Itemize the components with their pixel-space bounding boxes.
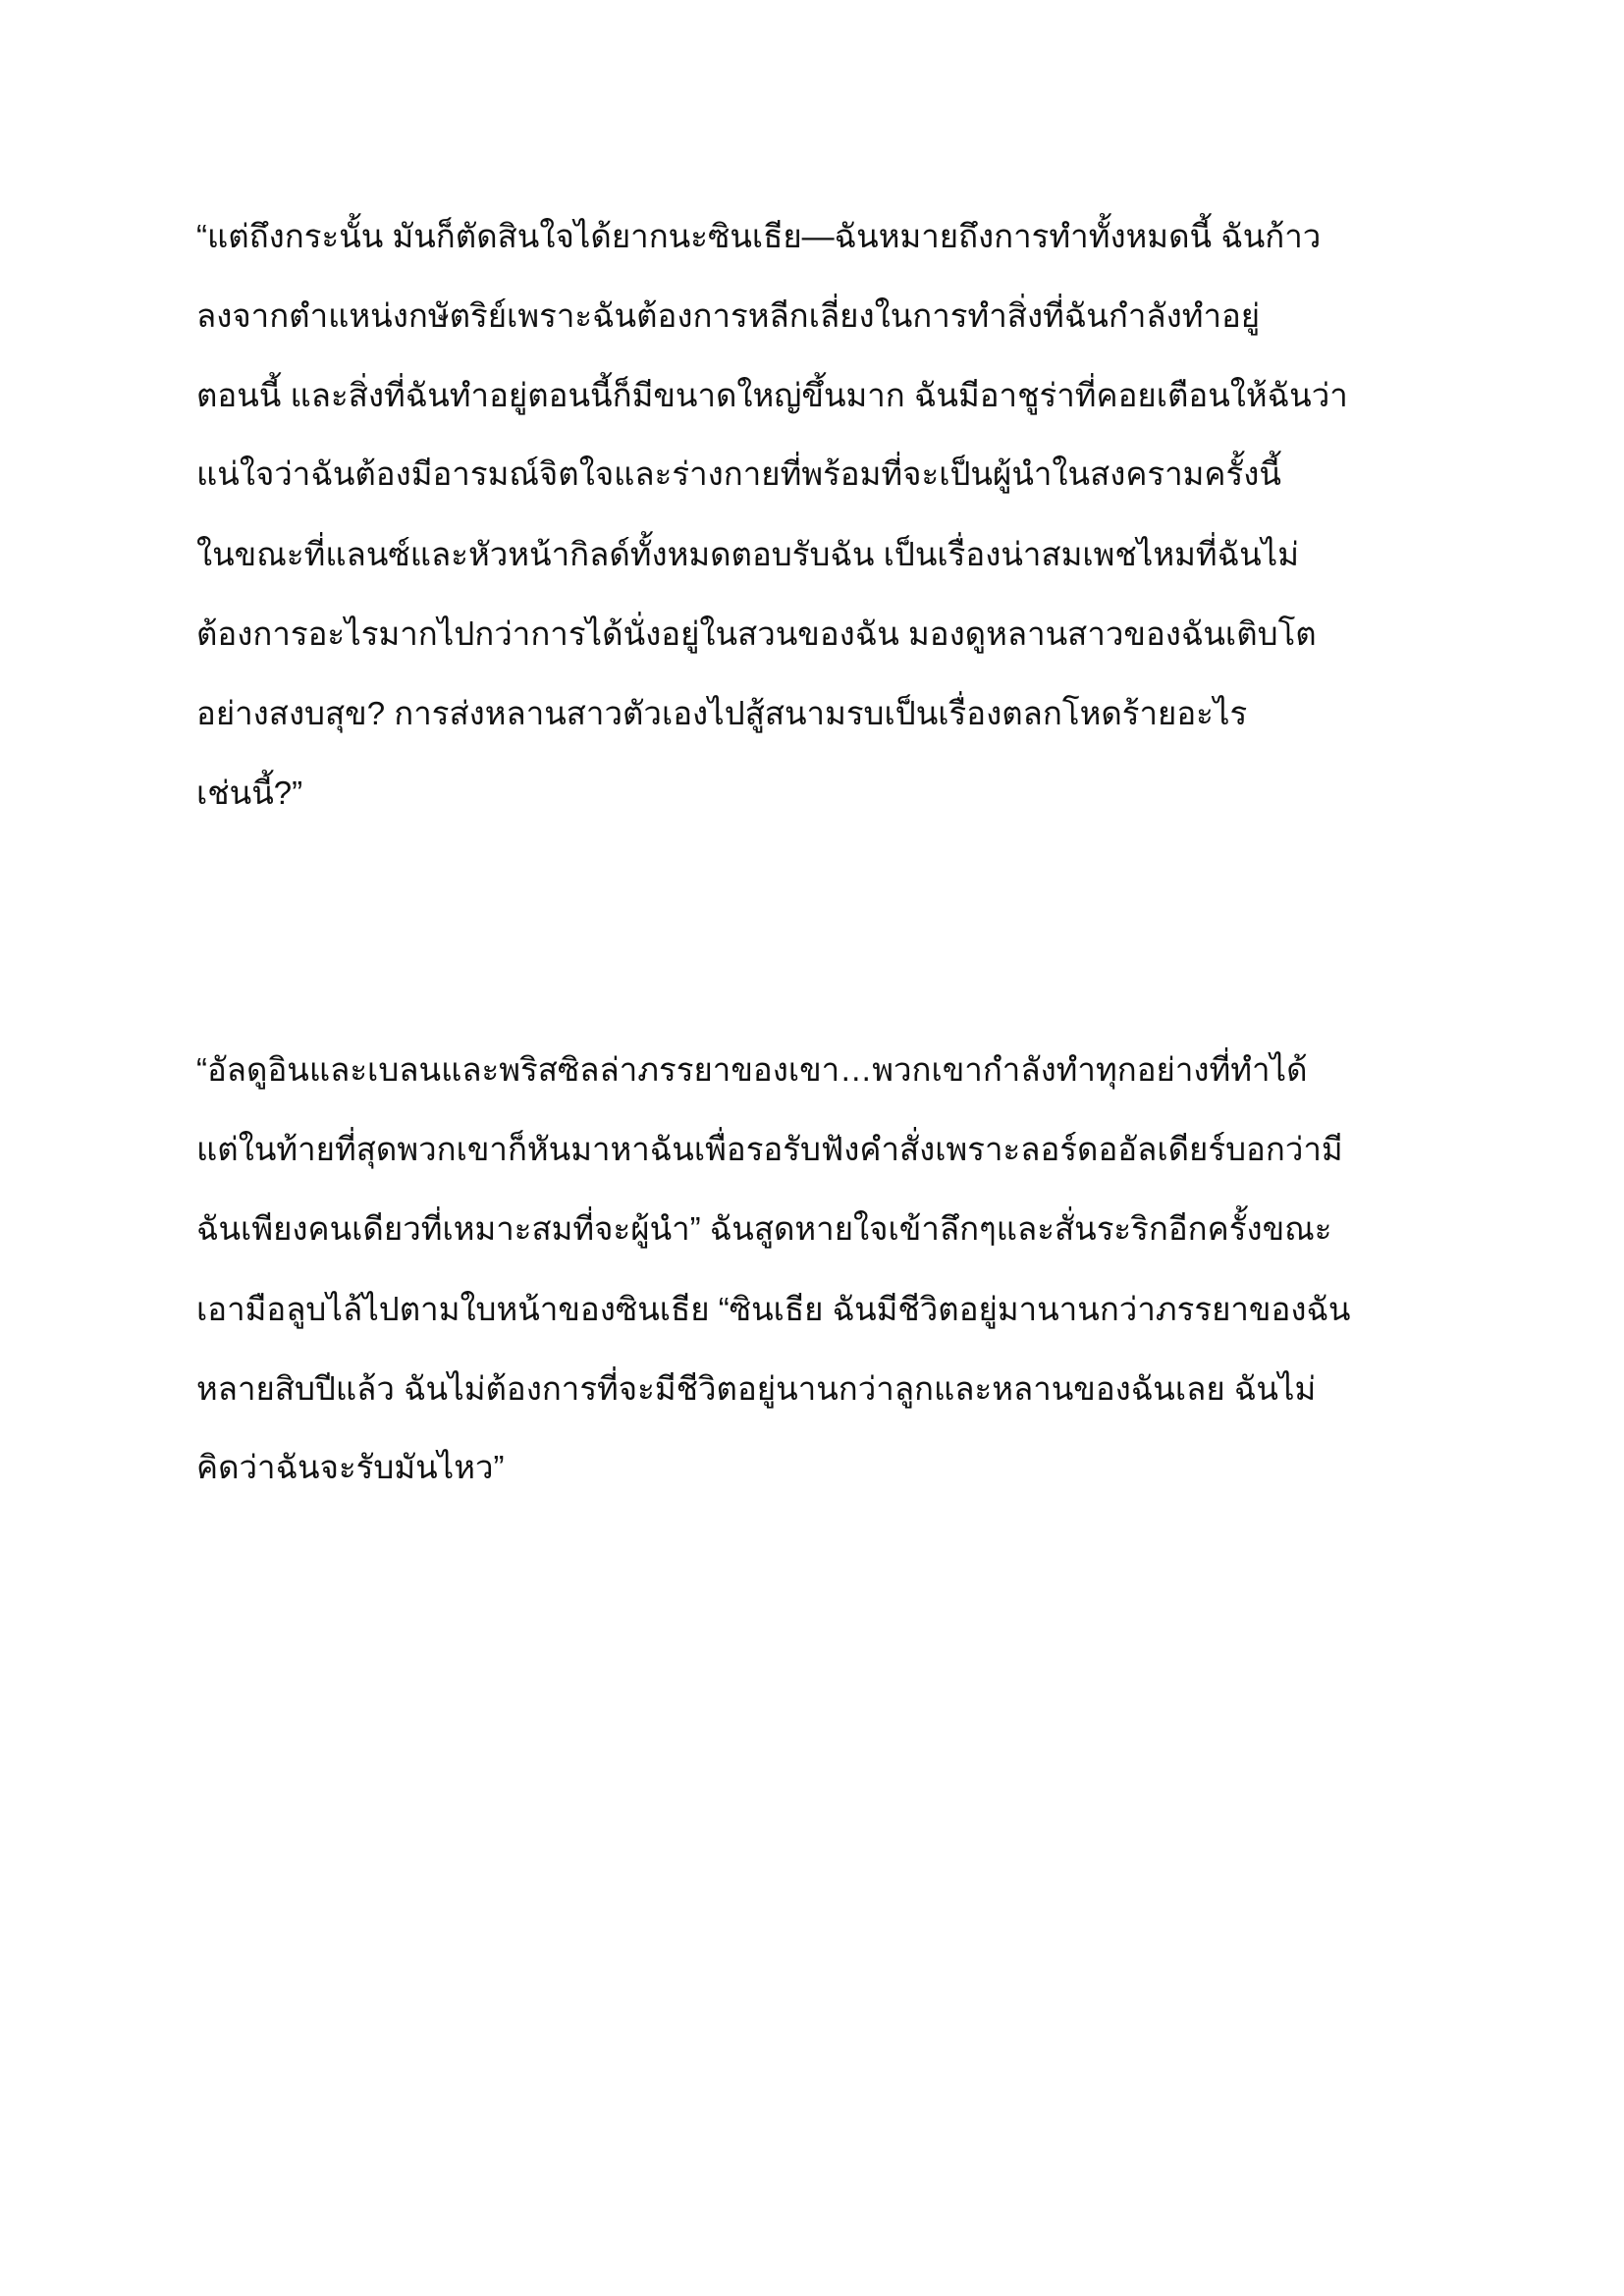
paragraph-line: คิดว่าฉันจะรับมันไหว” (196, 1449, 505, 1485)
paragraph-line: หลายสิบปีแล้ว ฉันไม่ต้องการที่จะมีชีวิตอยู่นานกว่าลูกและหลานของฉันเลย ฉันไม่ (196, 1370, 1317, 1407)
paragraph-line: แน่ใจว่าฉันต้องมีอารมณ์จิตใจและร่างกายที่พร้อมที่จะเป็นผู้นำในสงครามครั้งนี้ (196, 455, 1281, 492)
paragraph-line: ตอนนี้ และสิ่งที่ฉันทำอยู่ตอนนี้ก็มีขนาดใหญ่ขึ้นมาก ฉันมีอาชูร่าที่คอยเตือนให้ฉันว่า (196, 377, 1348, 413)
paragraph-line: ต้องการอะไรมากไปกว่าการได้นั่งอยู่ในสวนของฉัน มองดูหลานสาวของฉันเติบโต (196, 615, 1317, 652)
paragraph-line: ในขณะที่แลนซ์และหัวหน้ากิลด์ทั้งหมดตอบรับฉัน เป็นเรื่องน่าสมเพชไหมที่ฉันไม่ (196, 536, 1299, 572)
paragraph-line: อย่างสงบสุข? การส่งหลานสาวตัวเองไปสู้สนามรบเป็นเรื่องตลกโหดร้ายอะไร (196, 695, 1248, 731)
paragraph-line: “อัลดูอินและเบลนและพริสซิลล่าภรรยาของเขา…พวกเขากำลังทำทุกอย่างที่ทำได้ (196, 1051, 1308, 1088)
paragraph-line: ฉันเพียงคนเดียวที่เหมาะสมที่จะผู้นำ” ฉันสูดหายใจเข้าลึกๆและสั่นระริกอีกครั้งขณะ (196, 1210, 1332, 1247)
paragraph-line: เช่นนี้?” (196, 774, 303, 811)
paragraph-line: แต่ในท้ายที่สุดพวกเขาก็หันมาหาฉันเพื่อรอรับฟังคำสั่งเพราะลอร์ดออัลเดียร์บอกว่ามี (196, 1131, 1343, 1167)
paragraph-line: เอามือลูบไล้ไปตามใบหน้าของซินเธีย “ซินเธีย ฉันมีชีวิตอยู่มานานกว่าภรรยาของฉัน (196, 1291, 1351, 1327)
paragraph-line: ลงจากตำแหน่งกษัตริย์เพราะฉันต้องการหลีกเลี่ยงในการทำสิ่งที่ฉันกำลังทำอยู่ (196, 297, 1261, 334)
paragraph-line: “แต่ถึงกระนั้น มันก็ตัดสินใจได้ยากนะซินเธีย—ฉันหมายถึงการทำทั้งหมดนี้ ฉันก้าว (196, 218, 1322, 254)
